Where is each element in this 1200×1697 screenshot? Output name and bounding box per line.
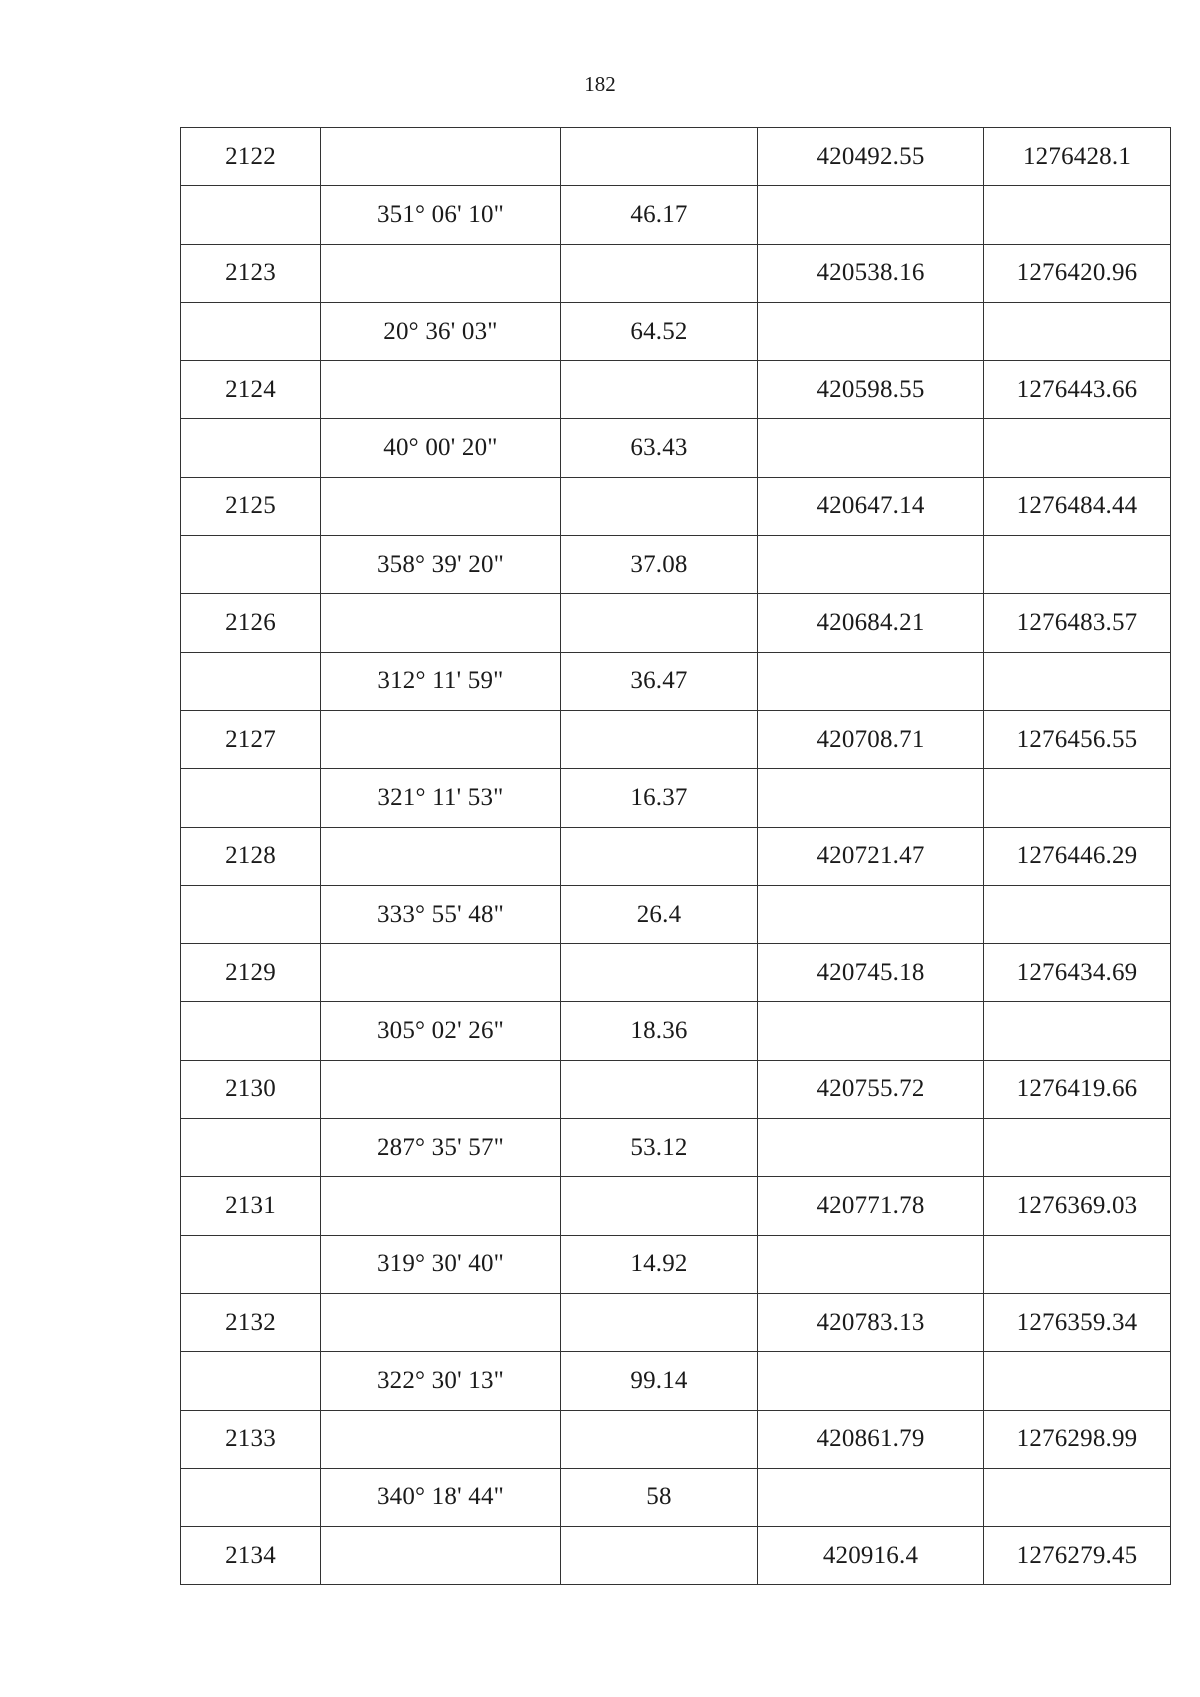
northing-cell: 420492.55 [758,128,984,186]
point-number-cell: 2132 [181,1293,321,1351]
table-row [181,477,1171,535]
point-number-cell: 2124 [181,361,321,419]
point-number-cell: 2125 [181,477,321,535]
table-body [181,128,1171,1585]
bearing-cell [321,1060,561,1118]
easting-cell: 1276279.45 [984,1527,1171,1585]
northing-cell [758,1002,984,1060]
table-row [181,1235,1171,1293]
northing-cell [758,186,984,244]
point-number-cell [181,186,321,244]
northing-cell [758,769,984,827]
easting-cell: 1276419.66 [984,1060,1171,1118]
distance-cell [561,1293,758,1351]
point-number-cell [181,302,321,360]
distance-cell: 63.43 [561,419,758,477]
distance-cell: 18.36 [561,1002,758,1060]
easting-cell: 1276456.55 [984,710,1171,768]
point-number-cell [181,652,321,710]
coordinates-table [180,127,1171,1585]
point-number-cell [181,1119,321,1177]
distance-cell: 36.47 [561,652,758,710]
distance-cell [561,477,758,535]
bearing-cell [321,1527,561,1585]
table-row [181,302,1171,360]
easting-cell [984,419,1171,477]
easting-cell: 1276359.34 [984,1293,1171,1351]
table-row [181,244,1171,302]
table-row [181,769,1171,827]
distance-cell: 58 [561,1468,758,1526]
distance-cell: 37.08 [561,536,758,594]
northing-cell: 420755.72 [758,1060,984,1118]
northing-cell: 420684.21 [758,594,984,652]
bearing-cell [321,361,561,419]
bearing-cell [321,827,561,885]
bearing-cell [321,594,561,652]
easting-cell [984,1002,1171,1060]
bearing-cell [321,1293,561,1351]
bearing-cell [321,477,561,535]
table-row [181,1468,1171,1526]
easting-cell: 1276420.96 [984,244,1171,302]
easting-cell [984,1468,1171,1526]
easting-cell: 1276443.66 [984,361,1171,419]
point-number-cell: 2134 [181,1527,321,1585]
table-row [181,1060,1171,1118]
northing-cell: 420708.71 [758,710,984,768]
point-number-cell: 2133 [181,1410,321,1468]
northing-cell: 420721.47 [758,827,984,885]
point-number-cell: 2122 [181,128,321,186]
table-row [181,1177,1171,1235]
northing-cell: 420861.79 [758,1410,984,1468]
northing-cell [758,1468,984,1526]
bearing-cell: 321° 11' 53" [321,769,561,827]
distance-cell: 53.12 [561,1119,758,1177]
northing-cell: 420771.78 [758,1177,984,1235]
point-number-cell [181,419,321,477]
easting-cell [984,1235,1171,1293]
point-number-cell: 2130 [181,1060,321,1118]
easting-cell: 1276298.99 [984,1410,1171,1468]
bearing-cell: 322° 30' 13" [321,1352,561,1410]
northing-cell [758,1352,984,1410]
northing-cell [758,302,984,360]
easting-cell: 1276428.1 [984,128,1171,186]
point-number-cell: 2129 [181,944,321,1002]
northing-cell [758,885,984,943]
bearing-cell: 20° 36' 03" [321,302,561,360]
table-row [181,1293,1171,1351]
northing-cell [758,419,984,477]
distance-cell [561,1527,758,1585]
easting-cell: 1276434.69 [984,944,1171,1002]
distance-cell [561,244,758,302]
point-number-cell [181,1352,321,1410]
table-row [181,419,1171,477]
northing-cell: 420598.55 [758,361,984,419]
bearing-cell [321,1410,561,1468]
easting-cell: 1276484.44 [984,477,1171,535]
easting-cell [984,1119,1171,1177]
point-number-cell [181,1468,321,1526]
northing-cell [758,1235,984,1293]
northing-cell: 420916.4 [758,1527,984,1585]
bearing-cell: 340° 18' 44" [321,1468,561,1526]
bearing-cell [321,244,561,302]
easting-cell: 1276369.03 [984,1177,1171,1235]
northing-cell [758,652,984,710]
table-row [181,186,1171,244]
table-row [181,827,1171,885]
bearing-cell: 305° 02' 26" [321,1002,561,1060]
distance-cell [561,594,758,652]
easting-cell: 1276446.29 [984,827,1171,885]
easting-cell [984,536,1171,594]
distance-cell: 64.52 [561,302,758,360]
easting-cell [984,186,1171,244]
point-number-cell: 2128 [181,827,321,885]
point-number-cell [181,769,321,827]
table-row [181,1527,1171,1585]
table-row [181,1352,1171,1410]
table-row [181,361,1171,419]
distance-cell [561,1177,758,1235]
distance-cell [561,361,758,419]
distance-cell [561,710,758,768]
distance-cell [561,944,758,1002]
table-row [181,1002,1171,1060]
table-row [181,128,1171,186]
northing-cell: 420538.16 [758,244,984,302]
bearing-cell: 319° 30' 40" [321,1235,561,1293]
point-number-cell [181,1235,321,1293]
bearing-cell: 287° 35' 57" [321,1119,561,1177]
easting-cell: 1276483.57 [984,594,1171,652]
distance-cell: 99.14 [561,1352,758,1410]
bearing-cell [321,944,561,1002]
point-number-cell: 2126 [181,594,321,652]
table-row [181,594,1171,652]
point-number-cell [181,885,321,943]
point-number-cell: 2131 [181,1177,321,1235]
easting-cell [984,302,1171,360]
bearing-cell: 40° 00' 20" [321,419,561,477]
bearing-cell: 351° 06' 10" [321,186,561,244]
bearing-cell [321,710,561,768]
point-number-cell: 2123 [181,244,321,302]
table-row [181,944,1171,1002]
point-number-cell [181,536,321,594]
distance-cell: 16.37 [561,769,758,827]
northing-cell: 420745.18 [758,944,984,1002]
table-row [181,536,1171,594]
distance-cell: 46.17 [561,186,758,244]
table-row [181,1410,1171,1468]
distance-cell: 14.92 [561,1235,758,1293]
northing-cell: 420783.13 [758,1293,984,1351]
point-number-cell [181,1002,321,1060]
distance-cell [561,128,758,186]
bearing-cell: 312° 11' 59" [321,652,561,710]
point-number-cell: 2127 [181,710,321,768]
easting-cell [984,652,1171,710]
table-row [181,710,1171,768]
northing-cell [758,1119,984,1177]
bearing-cell: 333° 55' 48" [321,885,561,943]
easting-cell [984,1352,1171,1410]
northing-cell [758,536,984,594]
distance-cell [561,1060,758,1118]
table-row [181,652,1171,710]
bearing-cell [321,1177,561,1235]
distance-cell: 26.4 [561,885,758,943]
northing-cell: 420647.14 [758,477,984,535]
table-row [181,885,1171,943]
page-number: 182 [584,72,616,96]
bearing-cell: 358° 39' 20" [321,536,561,594]
distance-cell [561,827,758,885]
bearing-cell [321,128,561,186]
easting-cell [984,885,1171,943]
easting-cell [984,769,1171,827]
table-row [181,1119,1171,1177]
distance-cell [561,1410,758,1468]
